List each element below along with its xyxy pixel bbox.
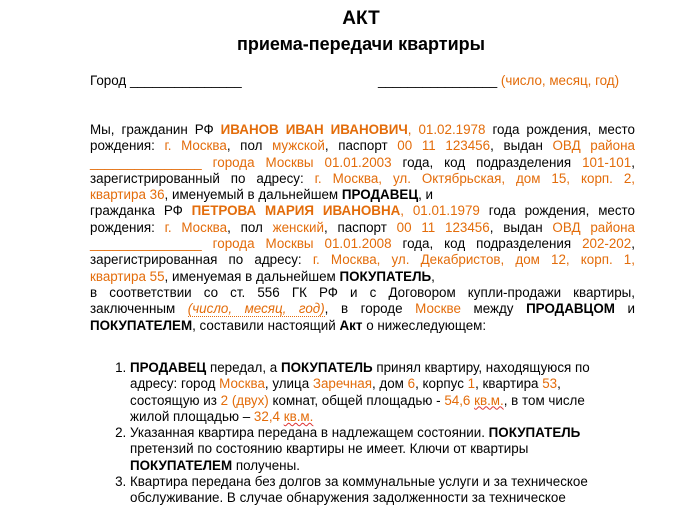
item1-korpus: 1 bbox=[467, 376, 476, 392]
buyer-line-4 bbox=[90, 252, 635, 268]
item1-unit1: кв.м. bbox=[474, 392, 504, 408]
basis-following: о нижеследующем: bbox=[366, 317, 487, 333]
date-field bbox=[378, 72, 619, 90]
seller-issue-date: 01.01.2003 bbox=[324, 154, 392, 170]
item1-t10: комнат, общей площадью - bbox=[272, 392, 441, 408]
buyer-code-label: года, код подразделения bbox=[402, 236, 572, 252]
buyer-sex-label: , пол bbox=[227, 219, 263, 235]
buyer-address-a: г. Москва, ул. Декабристов, дом 12, корп. 1, bbox=[312, 252, 635, 268]
city-field bbox=[90, 72, 242, 90]
buyer-dob: 01.01.1979 bbox=[412, 203, 480, 219]
seller-issued-label: , выдан bbox=[490, 138, 543, 154]
basis-buyer-role: ПОКУПАТЕЛЕМ bbox=[90, 317, 193, 333]
item2-t3: получены. bbox=[235, 457, 300, 473]
buyer-line-1: гражданка РФ ПЕТРОВА МАРИЯ ИВАНОВНА, 01.01.1979 года рождения, место bbox=[90, 203, 635, 219]
basis-seller-role: ПРОДАВЦОМ bbox=[526, 301, 615, 317]
item1-unit2: кв.м. bbox=[283, 408, 314, 424]
buyer-passport-label: , паспорт bbox=[323, 219, 387, 235]
city-label: Город bbox=[90, 73, 127, 88]
item1-line-4 bbox=[130, 409, 635, 425]
buyer-issuer-blank: _______________ bbox=[90, 236, 202, 252]
date-hint: (число, месяц, год) bbox=[500, 73, 620, 88]
item1-t1: передал, а bbox=[209, 360, 278, 375]
item1-rooms: 2 (двух) bbox=[220, 392, 269, 408]
item1-t4: , улица bbox=[264, 376, 310, 392]
basis-text: в соответствии со ст. 556 ГК РФ и с Договором купли-продажи квартиры, bbox=[90, 284, 635, 300]
seller-intro: Мы, гражданин РФ bbox=[90, 122, 214, 137]
basis-act: Акт bbox=[339, 317, 363, 333]
list-item bbox=[130, 360, 635, 425]
item1-t3: адресу: город bbox=[130, 376, 216, 392]
seller-end: , и bbox=[418, 187, 434, 203]
basis-compiled: , составили настоящий bbox=[192, 317, 336, 333]
seller-issuer-a: ОВД района bbox=[552, 138, 635, 154]
seller-dob: 01.02.1978 bbox=[418, 122, 486, 137]
buyer-named-label: , именуемая в дальнейшем bbox=[164, 268, 336, 284]
item1-line-2 bbox=[130, 376, 635, 392]
basis-date-hint: (число, месяц, год) bbox=[187, 301, 325, 317]
item2-buyer-role: ПОКУПАТЕЛЕМ bbox=[130, 457, 233, 473]
terms-list bbox=[110, 360, 635, 507]
item1-t6: , корпус bbox=[415, 376, 464, 392]
buyer-end: , bbox=[431, 268, 435, 284]
seller-code: 101-101 bbox=[582, 154, 632, 170]
seller-issuer-b: города Москвы bbox=[212, 154, 314, 170]
buyer-issue-date: 01.01.2008 bbox=[324, 236, 392, 252]
item3-t1: Квартира передана без долгов за коммунальные услуги и за техническое bbox=[130, 474, 588, 490]
basis-and: и bbox=[627, 301, 635, 317]
item1-t7: , квартира bbox=[475, 376, 539, 392]
item1-flat: 53 bbox=[542, 376, 558, 392]
basis-in-city-label: , в городе bbox=[324, 301, 403, 317]
seller-address-a: г. Москва, ул. Октябрьская, дом 15, корп. 2, bbox=[314, 170, 635, 186]
seller-sex: мужской bbox=[272, 138, 325, 154]
seller-reg-label: зарегистрированный по адресу: bbox=[90, 170, 304, 186]
buyer-role: ПОКУПАТЕЛЬ bbox=[339, 268, 432, 284]
buyer-line-2 bbox=[90, 220, 635, 236]
item1-t9: состоящую из bbox=[130, 392, 217, 408]
seller-passport: 00 11 123456 bbox=[397, 138, 491, 154]
item1-line-1 bbox=[130, 360, 635, 376]
item1-t8: , bbox=[557, 376, 561, 392]
item2-buyer: ПОКУПАТЕЛЬ bbox=[488, 425, 581, 441]
item3-t2: обслуживание. В случае обнаружения задолженности за техническое bbox=[130, 490, 566, 506]
basis-between: между bbox=[473, 301, 514, 317]
item1-t11: , в том числе bbox=[503, 392, 585, 408]
seller-role: ПРОДАВЕЦ bbox=[341, 187, 419, 203]
item2-t2: претензий по состоянию квартиры не имеет. Ключи от квартиры bbox=[130, 441, 529, 457]
doc-subtitle: приема-передачи квартиры bbox=[236, 34, 486, 54]
buyer-issuer-b: города Москвы bbox=[212, 236, 314, 252]
buyer-code: 202-202 bbox=[582, 236, 632, 252]
basis-line-3 bbox=[90, 318, 635, 334]
buyer-birth-label: рождения: bbox=[90, 219, 155, 235]
item1-total-area: 54,6 bbox=[444, 392, 471, 408]
item1-line-3 bbox=[130, 393, 635, 409]
item1-city: Москва bbox=[219, 376, 265, 392]
buyer-address-b: квартира 55 bbox=[90, 268, 165, 284]
seller-name: ИВАНОВ ИВАН ИВАНОВИЧ bbox=[220, 122, 408, 137]
seller-line-4 bbox=[90, 171, 635, 187]
item1-t5: , дом bbox=[371, 376, 404, 392]
seller-address-b: квартира 36 bbox=[90, 187, 165, 203]
seller-sex-label: , пол bbox=[226, 138, 263, 154]
item1-house: 6 bbox=[407, 376, 416, 392]
item3-line-1 bbox=[130, 474, 635, 490]
seller-passport-label: , паспорт bbox=[324, 138, 388, 154]
seller-line-1: Мы, гражданин РФ ИВАНОВ ИВАН ИВАНОВИЧ, 01.02.1978 года рождения, место bbox=[90, 122, 635, 137]
seller-birth-label: рождения: bbox=[90, 138, 155, 154]
buyer-issued-label: , выдан bbox=[489, 219, 543, 235]
item1-seller: ПРОДАВЕЦ bbox=[130, 360, 207, 375]
buyer-reg-label: зарегистрированная по адресу: bbox=[90, 252, 302, 268]
seller-line-2 bbox=[90, 138, 635, 154]
buyer-issuer-a: ОВД района bbox=[552, 219, 635, 235]
city-date-line bbox=[90, 72, 635, 90]
item1-living-area: 32,4 bbox=[253, 408, 280, 424]
item1-buyer: ПОКУПАТЕЛЬ bbox=[280, 360, 373, 375]
item2-line-1 bbox=[130, 425, 635, 441]
buyer-name: ПЕТРОВА МАРИЯ ИВАНОВНА bbox=[191, 203, 401, 219]
buyer-birth-place: г. Москва bbox=[164, 219, 228, 235]
basis-concluded: заключенным bbox=[90, 301, 176, 317]
seller-named-label: , именуемый в дальнейшем bbox=[164, 187, 339, 203]
item2-line-2 bbox=[130, 441, 635, 457]
seller-birth-place: г. Москва bbox=[164, 138, 227, 154]
basis-line-1 bbox=[90, 285, 635, 301]
item2-line-3 bbox=[130, 458, 635, 474]
seller-line-3: _______________ города Москвы 01.01.2003 года, код подразделения 101-101, bbox=[90, 154, 635, 170]
item1-t2: принял квартиру, находящуюся по bbox=[376, 360, 590, 375]
item1-street: Заречная bbox=[312, 376, 372, 392]
buyer-line-3: _______________ города Москвы 01.01.2008 года, код подразделения 202-202, bbox=[90, 236, 635, 252]
seller-born-text: года рождения, место bbox=[492, 122, 635, 137]
buyer-born-text: года рождения, место bbox=[488, 203, 635, 219]
buyer-sex: женский bbox=[272, 219, 324, 235]
list-item bbox=[130, 474, 635, 507]
buyer-line-5 bbox=[90, 269, 635, 285]
parties-paragraph bbox=[90, 122, 635, 334]
date-blank: ________________ bbox=[378, 73, 498, 88]
seller-issuer-blank: _______________ bbox=[90, 154, 202, 170]
basis-city: Москве bbox=[415, 301, 461, 317]
item3-line-2 bbox=[130, 490, 635, 506]
seller-code-label: года, код подразделения bbox=[402, 154, 572, 170]
city-blank: _______________ bbox=[129, 73, 242, 88]
basis-line-2 bbox=[90, 301, 635, 317]
buyer-intro: гражданка РФ bbox=[90, 203, 183, 219]
doc-title: АКТ bbox=[342, 8, 380, 29]
item1-t12: жилой площадью – bbox=[130, 408, 251, 424]
item2-t1: Указанная квартира передана в надлежащем состоянии. bbox=[130, 425, 485, 441]
seller-line-5 bbox=[90, 187, 635, 203]
list-item bbox=[130, 425, 635, 474]
buyer-passport: 00 11 123456 bbox=[396, 219, 490, 235]
